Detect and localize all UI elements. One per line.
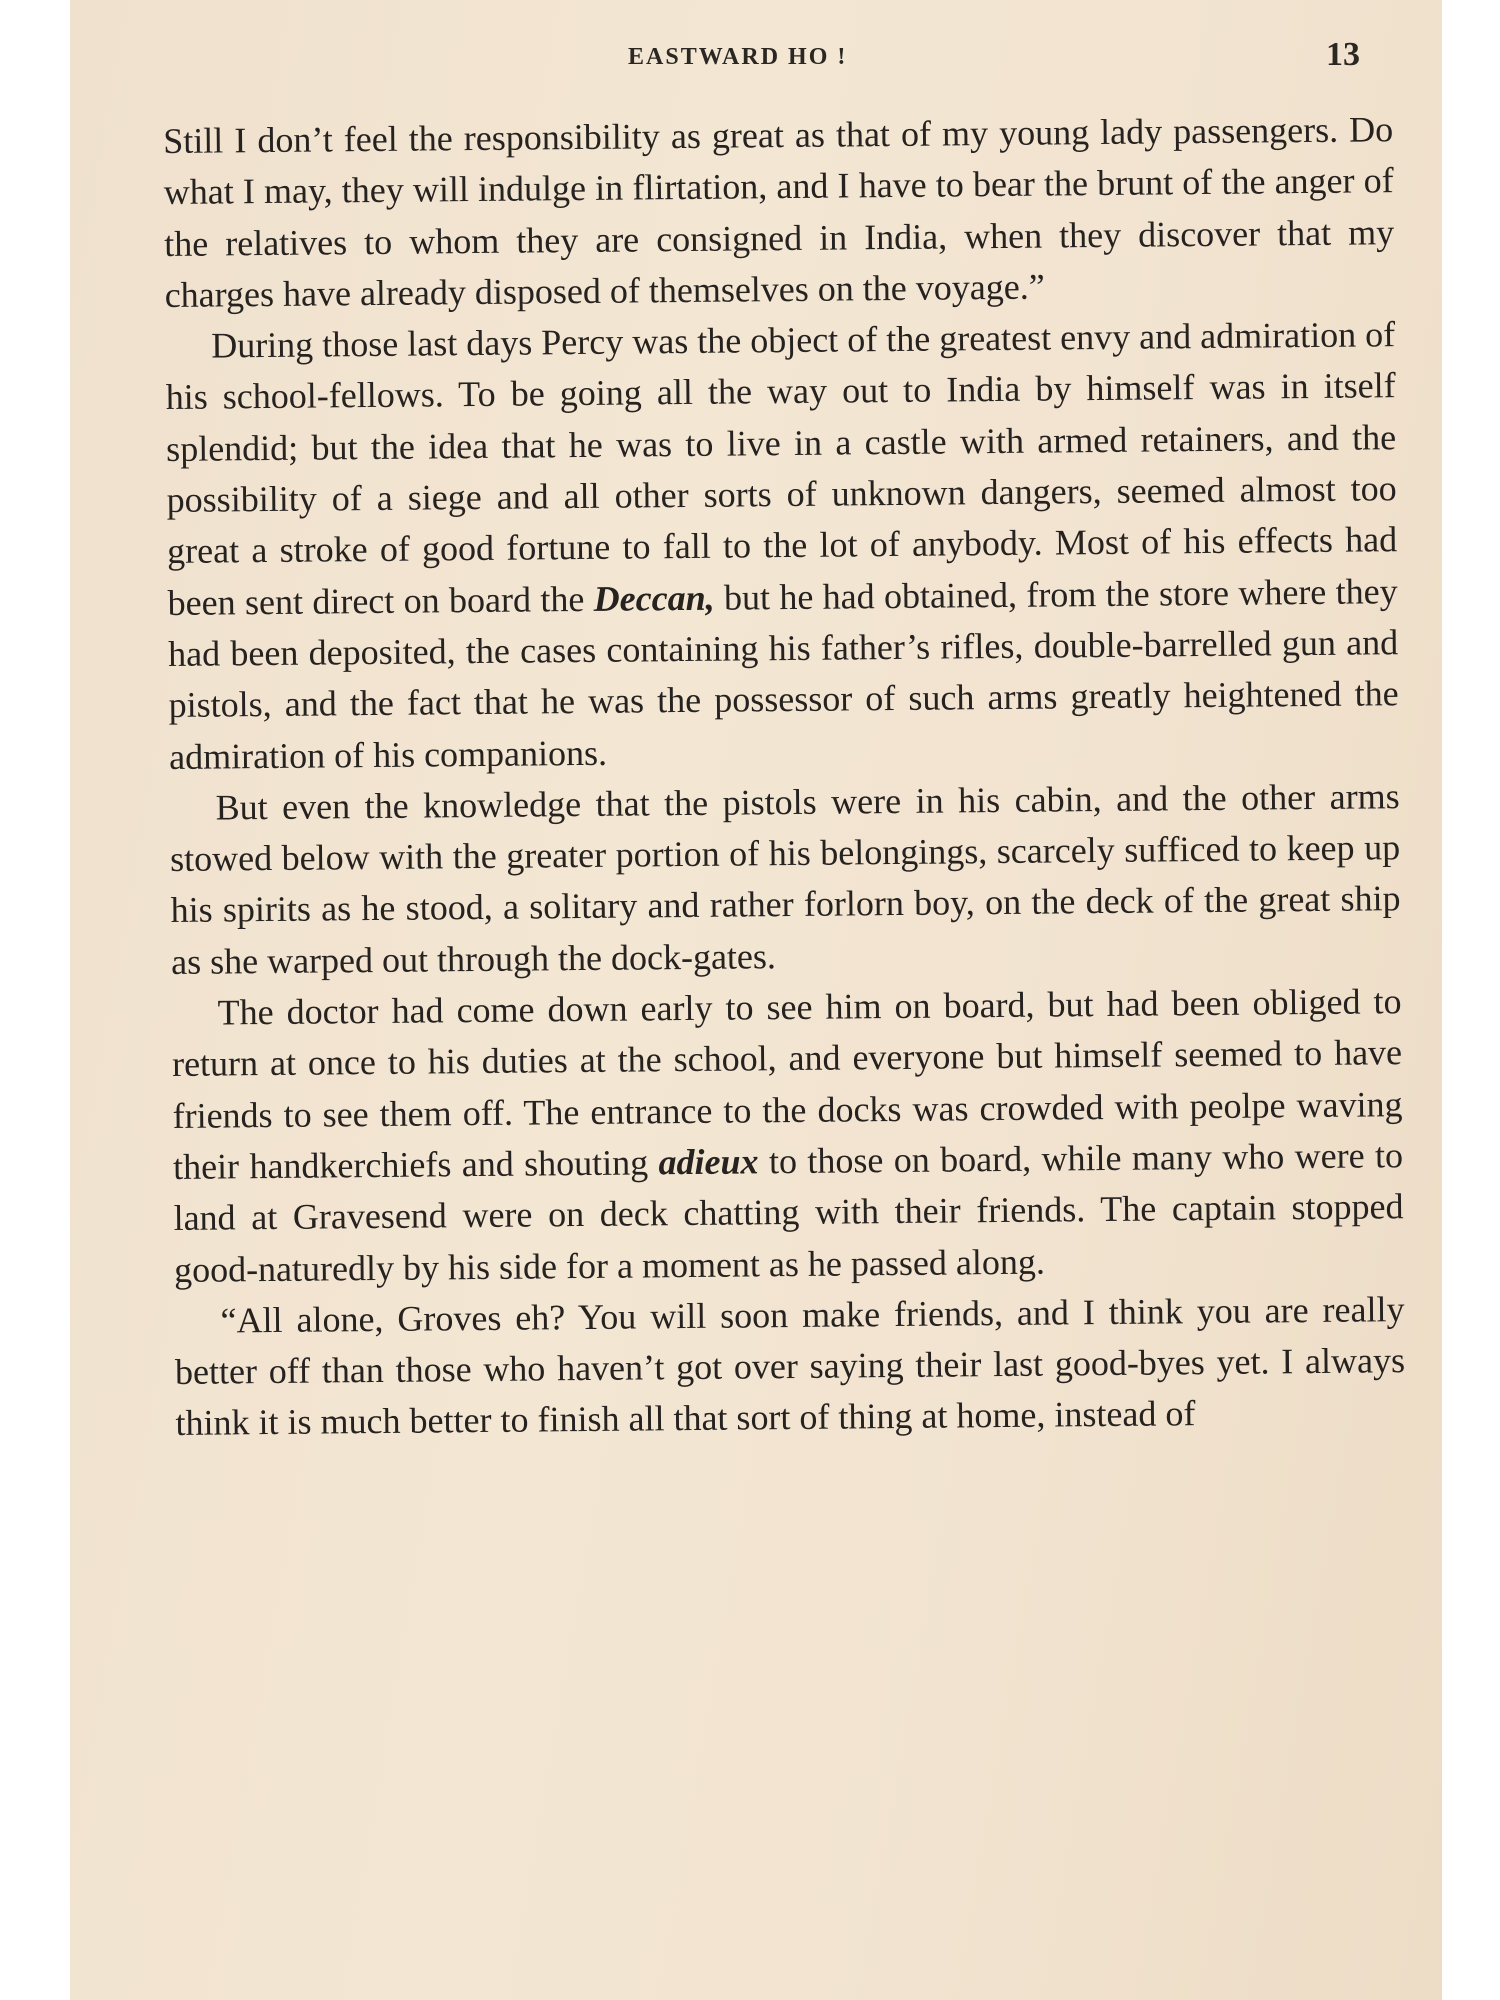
paragraph-2-text-before: During those last days Percy was the object of the greatest envy and admiration of his school-fellows. To be going all the way out to India by himself was in itself splendid; but the idea that he was to live in a castle with armed retainers, and the possibility of a siege and all other sorts of unknown dangers, seemed almost too great a stroke of good fortune to fall to the lot of anybody. Most of his effects had been sent direct on board the [165,314,1398,623]
paragraph-2-text-after: but he had obtained, from the store where they had been deposited, the cases containing his father’s rifles, double-barrelled gun and pistols, and the fact that he was the possessor of such arms greatly heightened the admiration of his companions. [167,570,1399,777]
page-number: 13 [1326,36,1360,73]
paragraph-4 [171,976,1404,1296]
paragraph-5: “All alone, Groves eh? You will soon make friends, and I think you are really better off than those who haven’t got over saying their last good-byes yet. I always think it is much better to finish all that sort of thing at home, instead of [174,1288,1406,1444]
paragraph-1: Still I don’t feel the responsibility as great as that of my young lady passengers. Do what I may, they will indulge in flirtation, and I have to bear the brunt of the anger of the relatives to whom they are consigned in India, when they discover that my charges have already disposed of themselves on the voyage.” [163,109,1395,315]
paragraph-2 [165,309,1399,782]
body-text [163,104,1406,1449]
word-adieux: adieux [658,1141,759,1183]
paragraph-3: But even the knowledge that the pistols were in his cabin, and the other arms stowed below with the greater portion of his belongings, scarcely sufficed to keep up his spirits as he stood, a solitary and rather forlorn boy, on the deck of the great ship as she warped out through the dock-gates. [169,776,1401,982]
running-head-title: EASTWARD HO ! [628,44,848,70]
ship-name-deccan: Deccan, [593,577,715,619]
paragraph-4-text-before: The doctor had come down early to see him on board, but had been obliged to return at once to his duties at the school, and everyone but himself seemed to have friends to see them off. The entrance to the docks was crowded with peolpe waving their handkerchiefs and shouting [171,981,1403,1187]
paragraph-4-text-after: to those on board, while many who were to land at Gravesend were on deck chatting with their friends. The captain stopped good-naturedly by his side for a moment as he passed along. [173,1135,1404,1290]
